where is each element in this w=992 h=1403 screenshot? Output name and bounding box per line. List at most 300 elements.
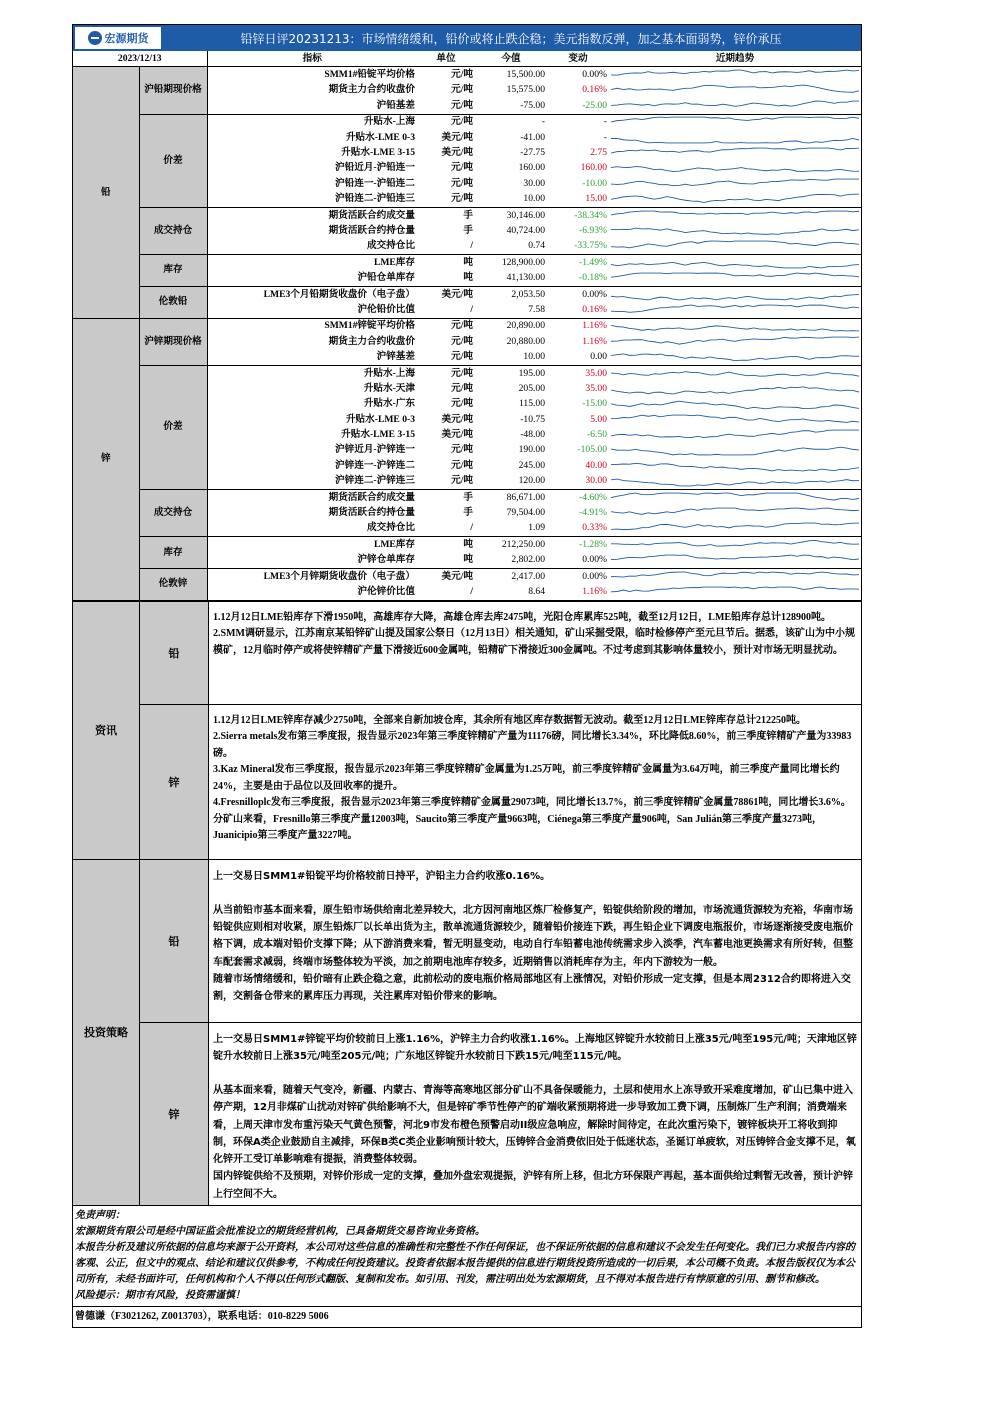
trend-sparkline — [609, 145, 861, 160]
sparkline-chart — [611, 474, 859, 488]
sparkline-chart — [611, 177, 859, 191]
news-section — [73, 601, 861, 859]
indicator-value: 30,146.00 — [506, 209, 545, 221]
indicator-unit: 美元/吨 — [441, 570, 473, 582]
paragraph: 2.Sierra metals发布第三季度报，报告显示2023年第三季度锌精矿产量为11176磅，同比增长3.34%，环比降低8.60%，前三季度锌精矿产量为33983磅。 — [213, 731, 852, 759]
trend-sparkline — [609, 381, 861, 396]
paragraph: 从当前铅市基本面来看，原生铅市场供给南北差异较大，北方因河南地区炼厂检修复产，铅锭供给阶段的增加，市场流通货源较为充裕，华南市场铅锭供应则相对收紧，原生铅炼厂以长单出货为主，散单流通货源较少，随着铅价接连下跌，再生铅企业下调废电瓶报价，市场逐渐接受废电瓶价格下调，成本端对铅价支撑下降；从下游消费来看，暂无明显变动，电动自行车铅蓄电池传统需求步入淡季，汽车蓄电池更换需求有所好转，但整车配套需求减弱，终端市场整体较为平淡，加之前期电池库存较多，近期销售以消耗库存为主，年内下游较为一般。 — [213, 905, 853, 968]
sparkline-line — [611, 448, 859, 456]
indicator-name: 成交持仓比 — [207, 239, 417, 255]
indicator-change: -10.00 — [582, 177, 607, 189]
paragraph: 4.Fresnilloplc发布三季度报，报告显示2023年第三季度锌精矿金属量29073吨，同比增长13.7%，前三季度锌精矿金属量78861吨，同比增长3.6%。分矿山来看，Fresnillo第三季度产量12003吨，Saucito第三季度产量9663吨，Ciénega第三季度产量906吨，San Julián第三季度产量3273吨，Juanicipio第三季度产量3227吨。 — [213, 797, 851, 842]
sparkline-chart — [611, 303, 859, 317]
indicator-name: 沪锌近月-沪锌连一 — [335, 444, 415, 456]
news-lead-block — [140, 602, 861, 704]
sparkline-line — [611, 387, 859, 394]
paragraph — [213, 885, 857, 902]
strategy-lead-text — [209, 860, 861, 1022]
indicator-name: 升贴水-上海 — [363, 367, 415, 379]
indicator-value: 10.00 — [475, 192, 547, 208]
news-zinc-text — [209, 705, 861, 859]
indicator-name: 沪铅基差 — [207, 98, 417, 114]
trend-sparkline — [609, 192, 861, 208]
indicator-name: 沪铅仓单库存 — [207, 270, 417, 286]
sparkline-line — [611, 138, 859, 142]
sparkline-chart — [611, 350, 859, 364]
indicator-unit: / — [417, 584, 475, 600]
indicator-value: 7.58 — [475, 302, 547, 318]
news-lead-label: 铅 — [140, 602, 209, 704]
indicator-value: 2,417.00 — [511, 570, 545, 582]
indicator-name: 沪铅近月-沪铅连一 — [335, 162, 415, 174]
sparkline-line — [611, 179, 859, 186]
indicator-name: LME3个月锌期货收盘价（电子盘） — [263, 570, 415, 582]
indicator-unit: 元/吨 — [451, 177, 473, 189]
paragraph: 风险提示：期市有风险，投资需谨慎！ — [75, 1289, 245, 1301]
trend-sparkline — [609, 83, 861, 98]
sparkline-line — [611, 479, 859, 486]
indicator-unit: 元/吨 — [451, 367, 473, 379]
indicator-unit: 元/吨 — [451, 398, 473, 410]
indicator-change: -0.18% — [547, 270, 609, 286]
indicator-change: -25.00 — [547, 98, 609, 114]
strategy-zinc-block — [140, 1022, 861, 1205]
indicator-name: 沪铅连一-沪铅连二 — [335, 177, 415, 189]
indicator-name: 升贴水-广东 — [363, 398, 415, 410]
sparkline-line — [611, 194, 859, 202]
indicator-value: 41,130.00 — [475, 270, 547, 286]
trend-sparkline — [609, 505, 861, 520]
indicator-name: SMM1#锌锭平均价格 — [324, 320, 415, 332]
indicator-unit: 元/吨 — [417, 349, 475, 365]
sparkline-chart — [611, 367, 859, 381]
table-row — [73, 114, 861, 130]
paragraph: 随着市场情绪缓和，铅价暗有止跌企稳之意，此前松动的废电瓶价格局部地区有上涨情况，对铅价形成一定支撑，但是本周2312合约即将进入交割，交割备仓带来的累库压力再现，关注累库对铅价带来的影响。 — [213, 973, 851, 1003]
indicator-name: SMM1#铅锭平均价格 — [324, 69, 415, 81]
indicator-name: LME库存 — [373, 256, 415, 268]
sparkline-chart — [611, 192, 859, 206]
indicator-unit: 元/吨 — [417, 98, 475, 114]
trend-sparkline — [609, 302, 861, 318]
trend-sparkline — [609, 458, 861, 473]
trend-sparkline — [609, 397, 861, 412]
indicator-name: 沪伦锌价比值 — [207, 584, 417, 600]
indicator-value: 245.00 — [518, 459, 545, 471]
sparkline-line — [611, 211, 859, 215]
trend-sparkline — [609, 255, 861, 271]
trend-sparkline — [609, 318, 861, 334]
indicator-value: 0.74 — [475, 239, 547, 255]
table-row — [73, 255, 861, 271]
indicator-name: 沪锌仓单库存 — [207, 553, 417, 569]
indicator-unit: 吨 — [417, 553, 475, 569]
paragraph: 上一交易日SMM1#锌锭平均价较前日上涨1.16%，沪锌主力合约收涨1.16%。上海地区锌锭升水较前日上涨35元/吨至195元/吨；天津地区锌锭升水较前日上涨35元/吨至205元/吨；广东地区锌锭升水较前日下跌15元/吨至115元/吨。 — [213, 1033, 857, 1062]
sparkline-line — [611, 70, 859, 75]
indicator-name: 升贴水-上海 — [363, 116, 415, 128]
sparkline-line — [611, 228, 859, 234]
sparkline-line — [611, 524, 859, 531]
indicator-value: -10.75 — [520, 413, 545, 425]
sparkline-line — [611, 540, 859, 546]
column-header-row — [73, 51, 861, 67]
indicator-value: 79,504.00 — [506, 507, 545, 519]
group-label: 沪锌期现价格 — [139, 318, 207, 365]
sparkline-chart — [611, 83, 859, 97]
trend-sparkline — [609, 553, 861, 569]
sparkline-chart — [611, 459, 859, 473]
indicator-change: 30.00 — [547, 474, 609, 490]
indicator-change: -6.50 — [587, 429, 607, 441]
indicator-value: -75.00 — [475, 98, 547, 114]
indicator-value: 190.00 — [518, 444, 545, 456]
indicator-change: 15.00 — [547, 192, 609, 208]
indicator-change: 0.00 — [547, 349, 609, 365]
indicator-unit: 元/吨 — [417, 474, 475, 490]
sparkline-chart — [611, 521, 859, 535]
indicator-value: 40,724.00 — [506, 224, 545, 236]
sparkline-line — [611, 572, 859, 577]
indicator-unit: 吨 — [463, 256, 473, 268]
sparkline-line — [611, 354, 859, 361]
indicator-change: -4.91% — [579, 507, 607, 519]
sparkline-line — [611, 294, 859, 299]
paragraph: 宏源期货有限公司是经中国证监会批准设立的期货经营机构，已具备期货交易咨询业务资格。 — [75, 1225, 485, 1237]
indicator-value: -27.75 — [520, 147, 545, 159]
sparkline-chart — [611, 319, 859, 333]
indicator-unit: 元/吨 — [451, 162, 473, 174]
company-logo — [75, 27, 161, 49]
indicator-unit: 吨 — [463, 538, 473, 550]
group-label: 价差 — [139, 365, 207, 489]
trend-sparkline — [609, 98, 861, 114]
strategy-lead-label: 铅 — [140, 860, 209, 1022]
sparkline-line — [611, 305, 859, 312]
indicator-value: 20,880.00 — [506, 335, 545, 347]
logo-icon — [88, 31, 102, 45]
group-label: 沪铅期现价格 — [139, 67, 207, 114]
news-label: 资讯 — [73, 602, 140, 859]
indicator-value: -48.00 — [520, 429, 545, 441]
indicator-value: 15,500.00 — [506, 69, 545, 81]
indicator-value: 160.00 — [518, 162, 545, 174]
indicator-change: 160.00 — [580, 162, 607, 174]
group-label: 伦敦锌 — [139, 568, 207, 600]
section-label: 锌 — [73, 318, 139, 600]
sparkline-chart — [611, 413, 859, 427]
group-label: 库存 — [139, 537, 207, 569]
sparkline-line — [611, 241, 859, 248]
column-header: 变动 — [547, 51, 609, 67]
trend-sparkline — [609, 427, 861, 442]
sparkline-line — [611, 86, 859, 93]
indicator-name: 期货活跃合约持仓量 — [328, 224, 415, 236]
indicator-unit: 美元/吨 — [441, 288, 473, 300]
indicator-name: 期货主力合约收盘价 — [328, 335, 415, 347]
trend-sparkline — [609, 443, 861, 458]
paragraph: 1.12月12日LME铅库存下滑1950吨，高雄库存大降，高雄仓库去库2475吨，光阳仓库累库525吨，截至12月12日，LME铅库存总计128900吨。 — [213, 611, 832, 623]
indicator-value: 15,575.00 — [506, 84, 545, 96]
indicator-value: 10.00 — [475, 349, 547, 365]
report-date: 2023/12/13 — [73, 51, 207, 67]
indicator-change: 5.00 — [590, 413, 607, 425]
indicator-value: 120.00 — [475, 474, 547, 490]
sparkline-chart — [611, 161, 859, 175]
indicator-name: 期货活跃合约成交量 — [328, 209, 415, 221]
sparkline-line — [611, 430, 859, 437]
group-label: 伦敦铅 — [139, 286, 207, 318]
trend-sparkline — [609, 584, 861, 600]
indicator-name: 升贴水-LME 3-15 — [341, 147, 415, 159]
indicator-name: 升贴水-天津 — [363, 382, 415, 394]
indicator-name: 沪锌连一-沪锌连二 — [335, 459, 415, 471]
paragraph — [213, 1065, 857, 1082]
table-row — [73, 568, 861, 584]
indicator-unit: 元/吨 — [451, 459, 473, 471]
indicator-unit: 元/吨 — [451, 444, 473, 456]
trend-sparkline — [609, 286, 861, 302]
sparkline-line — [611, 587, 859, 592]
table-row — [73, 67, 861, 83]
sparkline-line — [611, 337, 859, 344]
indicator-value: - — [541, 116, 545, 128]
indicator-name: 升贴水-LME 3-15 — [341, 429, 415, 441]
indicator-name: 升贴水-LME 0-3 — [345, 413, 415, 425]
trend-sparkline — [609, 207, 861, 223]
table-row — [73, 286, 861, 302]
indicator-unit: 美元/吨 — [441, 147, 473, 159]
trend-sparkline — [609, 223, 861, 238]
trend-sparkline — [609, 568, 861, 584]
sparkline-chart — [611, 256, 859, 270]
trend-sparkline — [609, 349, 861, 365]
indicator-name: 期货活跃合约成交量 — [328, 491, 415, 503]
sparkline-line — [611, 415, 859, 422]
table-row — [73, 537, 861, 553]
sparkline-chart — [611, 570, 859, 584]
sparkline-chart — [611, 146, 859, 160]
trend-sparkline — [609, 365, 861, 381]
table-row — [73, 489, 861, 505]
sparkline-line — [611, 508, 859, 514]
sparkline-chart — [611, 115, 859, 129]
group-label: 成交持仓 — [139, 207, 207, 254]
report-title: 铅锌日评20231213：市场情绪缓和，铅价或将止跌企稳；美元指数反弹，加之基本面弱势，锌价承压 — [240, 31, 782, 46]
disclaimer — [73, 1205, 861, 1306]
table-row — [73, 318, 861, 334]
strategy-section — [73, 859, 861, 1205]
indicator-unit: 美元/吨 — [441, 131, 473, 143]
strategy-label: 投资策略 — [73, 860, 140, 1205]
indicator-name: 沪铅连二-沪铅连三 — [207, 192, 417, 208]
news-zinc-block — [140, 704, 861, 859]
trend-sparkline — [609, 334, 861, 349]
indicator-name: LME库存 — [373, 538, 415, 550]
indicator-unit: 手 — [463, 491, 473, 503]
group-label: 价差 — [139, 114, 207, 207]
indicator-unit: 手 — [463, 209, 473, 221]
indicator-value: 205.00 — [518, 382, 545, 394]
sparkline-chart — [611, 585, 859, 599]
sparkline-chart — [611, 209, 859, 223]
indicator-value: 128,900.00 — [501, 256, 545, 268]
trend-sparkline — [609, 537, 861, 553]
trend-sparkline — [609, 176, 861, 191]
indicator-change: 0.16% — [582, 84, 607, 96]
indicator-unit: / — [417, 239, 475, 255]
indicator-change: 0.00% — [582, 570, 607, 582]
indicator-unit: 元/吨 — [451, 335, 473, 347]
sparkline-chart — [611, 538, 859, 552]
indicator-value: 8.64 — [475, 584, 547, 600]
sparkline-line — [611, 262, 859, 267]
indicator-unit: / — [417, 521, 475, 537]
news-lead-text — [209, 602, 861, 704]
section-label: 铅 — [73, 67, 139, 318]
indicator-name: 沪伦铅价比值 — [207, 302, 417, 318]
indicator-unit: 吨 — [417, 270, 475, 286]
trend-sparkline — [609, 67, 861, 83]
column-header: 近期趋势 — [609, 51, 861, 67]
indicator-change: 1.16% — [582, 335, 607, 347]
indicator-value: 30.00 — [523, 177, 545, 189]
indicator-unit: 美元/吨 — [441, 413, 473, 425]
logo-text: 宏源期货 — [104, 32, 149, 45]
indicator-change: 1.16% — [547, 584, 609, 600]
paragraph: 本报告分析及建议所依据的信息均来源于公开资料，本公司对这些信息的准确性和完整性不作任何保证，也不保证所依据的信息和建议不会发生任何变化。我们已力求报告内容的客观、公正，但文中的观点、结论和建议仅供参考，不构成任何投资建议。投资者依据本报告提供的信息进行期货投资所造成的一切后果，本公司概不负责。本报告版权仅为本公司所有，未经书面许可，任何机构和个人不得以任何形式翻版、复制和发布。如引用、刊发，需注明出处为宏源期货，且不得对本报告进行有悖原意的引用、删节和修改。 — [75, 1241, 855, 1285]
sparkline-line — [611, 493, 859, 500]
sparkline-chart — [611, 443, 859, 457]
table-row — [73, 207, 861, 223]
trend-sparkline — [609, 130, 861, 145]
report-frame — [72, 24, 862, 1328]
sparkline-line — [611, 326, 859, 332]
sparkline-line — [611, 555, 859, 560]
report-header — [73, 25, 861, 51]
indicator-unit: 手 — [463, 507, 473, 519]
strategy-zinc-label: 锌 — [140, 1023, 209, 1205]
paragraph: 1.12月12日LME锌库存减少2750吨，全部来自新加坡仓库，其余所有地区库存数据暂无波动。截至12月12日LME锌库存总计212250吨。 — [213, 714, 807, 726]
indicator-change: -15.00 — [582, 398, 607, 410]
sparkline-line — [611, 101, 859, 106]
sparkline-chart — [611, 382, 859, 396]
group-label: 成交持仓 — [139, 489, 207, 536]
indicator-name: 期货主力合约收盘价 — [328, 84, 415, 96]
indicator-change: -1.49% — [579, 256, 607, 268]
sparkline-line — [611, 117, 859, 122]
indicator-change: - — [603, 116, 607, 128]
indicator-name: 沪锌连二-沪锌连三 — [207, 474, 417, 490]
trend-sparkline — [609, 270, 861, 286]
indicator-change: 1.16% — [582, 320, 607, 332]
sparkline-chart — [611, 335, 859, 349]
trend-sparkline — [609, 412, 861, 427]
paragraph: 免责声明： — [75, 1209, 125, 1221]
indicator-value: 212,250.00 — [501, 538, 545, 550]
sparkline-line — [611, 463, 859, 471]
indicator-unit: 元/吨 — [417, 192, 475, 208]
sparkline-chart — [611, 428, 859, 442]
indicator-name: 成交持仓比 — [207, 521, 417, 537]
sparkline-line — [611, 148, 859, 153]
indicator-change: 35.00 — [585, 382, 607, 394]
sparkline-chart — [611, 288, 859, 302]
indicator-value: 20,890.00 — [506, 320, 545, 332]
trend-sparkline — [609, 489, 861, 505]
indicator-value: 115.00 — [518, 398, 545, 410]
trend-sparkline — [609, 239, 861, 255]
paragraph: 上一交易日SMM1#铅锭平均价格较前日持平，沪铅主力合约收涨0.16%。 — [213, 870, 551, 882]
trend-sparkline — [609, 161, 861, 176]
trend-sparkline — [609, 521, 861, 537]
indicator-change: -6.93% — [579, 224, 607, 236]
indicator-unit: 元/吨 — [451, 382, 473, 394]
indicator-value: 1.09 — [475, 521, 547, 537]
indicator-name: 升贴水-LME 0-3 — [345, 131, 415, 143]
indicator-change: 35.00 — [585, 367, 607, 379]
indicator-change: -38.34% — [574, 209, 607, 221]
column-header: 指标 — [207, 51, 417, 67]
indicator-value: 2,053.50 — [511, 288, 545, 300]
indicator-unit: 元/吨 — [451, 116, 473, 128]
indicator-change: -4.60% — [579, 491, 607, 503]
indicator-unit: 元/吨 — [451, 320, 473, 332]
sparkline-chart — [611, 224, 859, 238]
indicator-change: - — [603, 131, 607, 143]
group-label: 库存 — [139, 255, 207, 287]
indicator-table — [73, 51, 861, 601]
indicator-name: 沪锌基差 — [207, 349, 417, 365]
indicator-unit: 元/吨 — [451, 84, 473, 96]
strategy-lead-block — [140, 860, 861, 1022]
sparkline-chart — [611, 506, 859, 520]
trend-sparkline — [609, 474, 861, 490]
indicator-value: 195.00 — [518, 367, 545, 379]
indicator-unit: / — [417, 302, 475, 318]
strategy-zinc-text — [209, 1023, 861, 1205]
sparkline-chart — [611, 68, 859, 82]
sparkline-chart — [611, 99, 859, 113]
sparkline-chart — [611, 553, 859, 567]
trend-sparkline — [609, 114, 861, 130]
indicator-change: 0.33% — [547, 521, 609, 537]
indicator-change: -33.75% — [547, 239, 609, 255]
sparkline-chart — [611, 131, 859, 145]
contact-footer: 曾德谦（F3021262, Z0013703），联系电话：010-8229 5006 — [73, 1306, 861, 1327]
indicator-change: 40.00 — [585, 459, 607, 471]
sparkline-chart — [611, 397, 859, 411]
indicator-unit: 美元/吨 — [441, 429, 473, 441]
sparkline-chart — [611, 491, 859, 505]
paragraph: 2.SMM调研显示，江苏南京某铅锌矿山提及国家公祭日（12月13日）相关通知，矿山采掘受限，临时检修停产至元旦节后。据悉，该矿山为中小规模矿，12月临时停产或将使锌精矿产量下滑接近600金属吨，铅精矿下滑接近300金属吨。不过考虑到其影响体量较小，预计对市场无明显扰动。 — [213, 628, 855, 656]
indicator-value: 2,802.00 — [475, 553, 547, 569]
indicator-change: 0.16% — [547, 302, 609, 318]
indicator-value: -41.00 — [520, 131, 545, 143]
indicator-name: LME3个月铅期货收盘价（电子盘） — [263, 288, 415, 300]
sparkline-line — [611, 371, 859, 376]
indicator-unit: 元/吨 — [451, 69, 473, 81]
sparkline-line — [611, 402, 859, 410]
indicator-change: -105.00 — [577, 444, 607, 456]
paragraph: 从基本面来看，随着天气变冷，新疆、内蒙古、青海等高寒地区部分矿山不具备保暖能力，土层和使用水上冻导致开采难度增加，矿山已集中进入停产期，12月非煤矿山扰动对锌矿供给影响不大，但是锌矿季节性停产的矿端收紧预期将进一步导致加工费下调，压制炼厂生产利润；消费端来看，上周天津市发布重污染天气黄色预警，河北9市发布橙色预警启动II级应急响应，解除时间待定，在此次重污染下，镀锌板块开工将收到抑制，环保A类企业鼓励自主减排，环保B类C类企业影响预计较大，压铸锌合金消费依旧处于低迷状态，圣诞订单疲软，对压铸锌合金支撑不足，氧化锌开工受订单影响难有提振，消费整体较弱。 — [213, 1085, 856, 1166]
indicator-value: 86,671.00 — [506, 491, 545, 503]
sparkline-line — [611, 273, 859, 277]
paragraph: 3.Kaz Mineral发布三季度报，报告显示2023年第三季度锌精矿金属量为1.25万吨，前三季度锌精矿金属量为3.64万吨，前三季度产量同比增长约24%，主要是由于品位以及回收率的提升。 — [213, 764, 840, 792]
indicator-unit: 手 — [463, 224, 473, 236]
news-zinc-label: 锌 — [140, 705, 209, 859]
indicator-change: 0.00% — [582, 69, 607, 81]
indicator-change: 0.00% — [547, 553, 609, 569]
table-row — [73, 365, 861, 381]
